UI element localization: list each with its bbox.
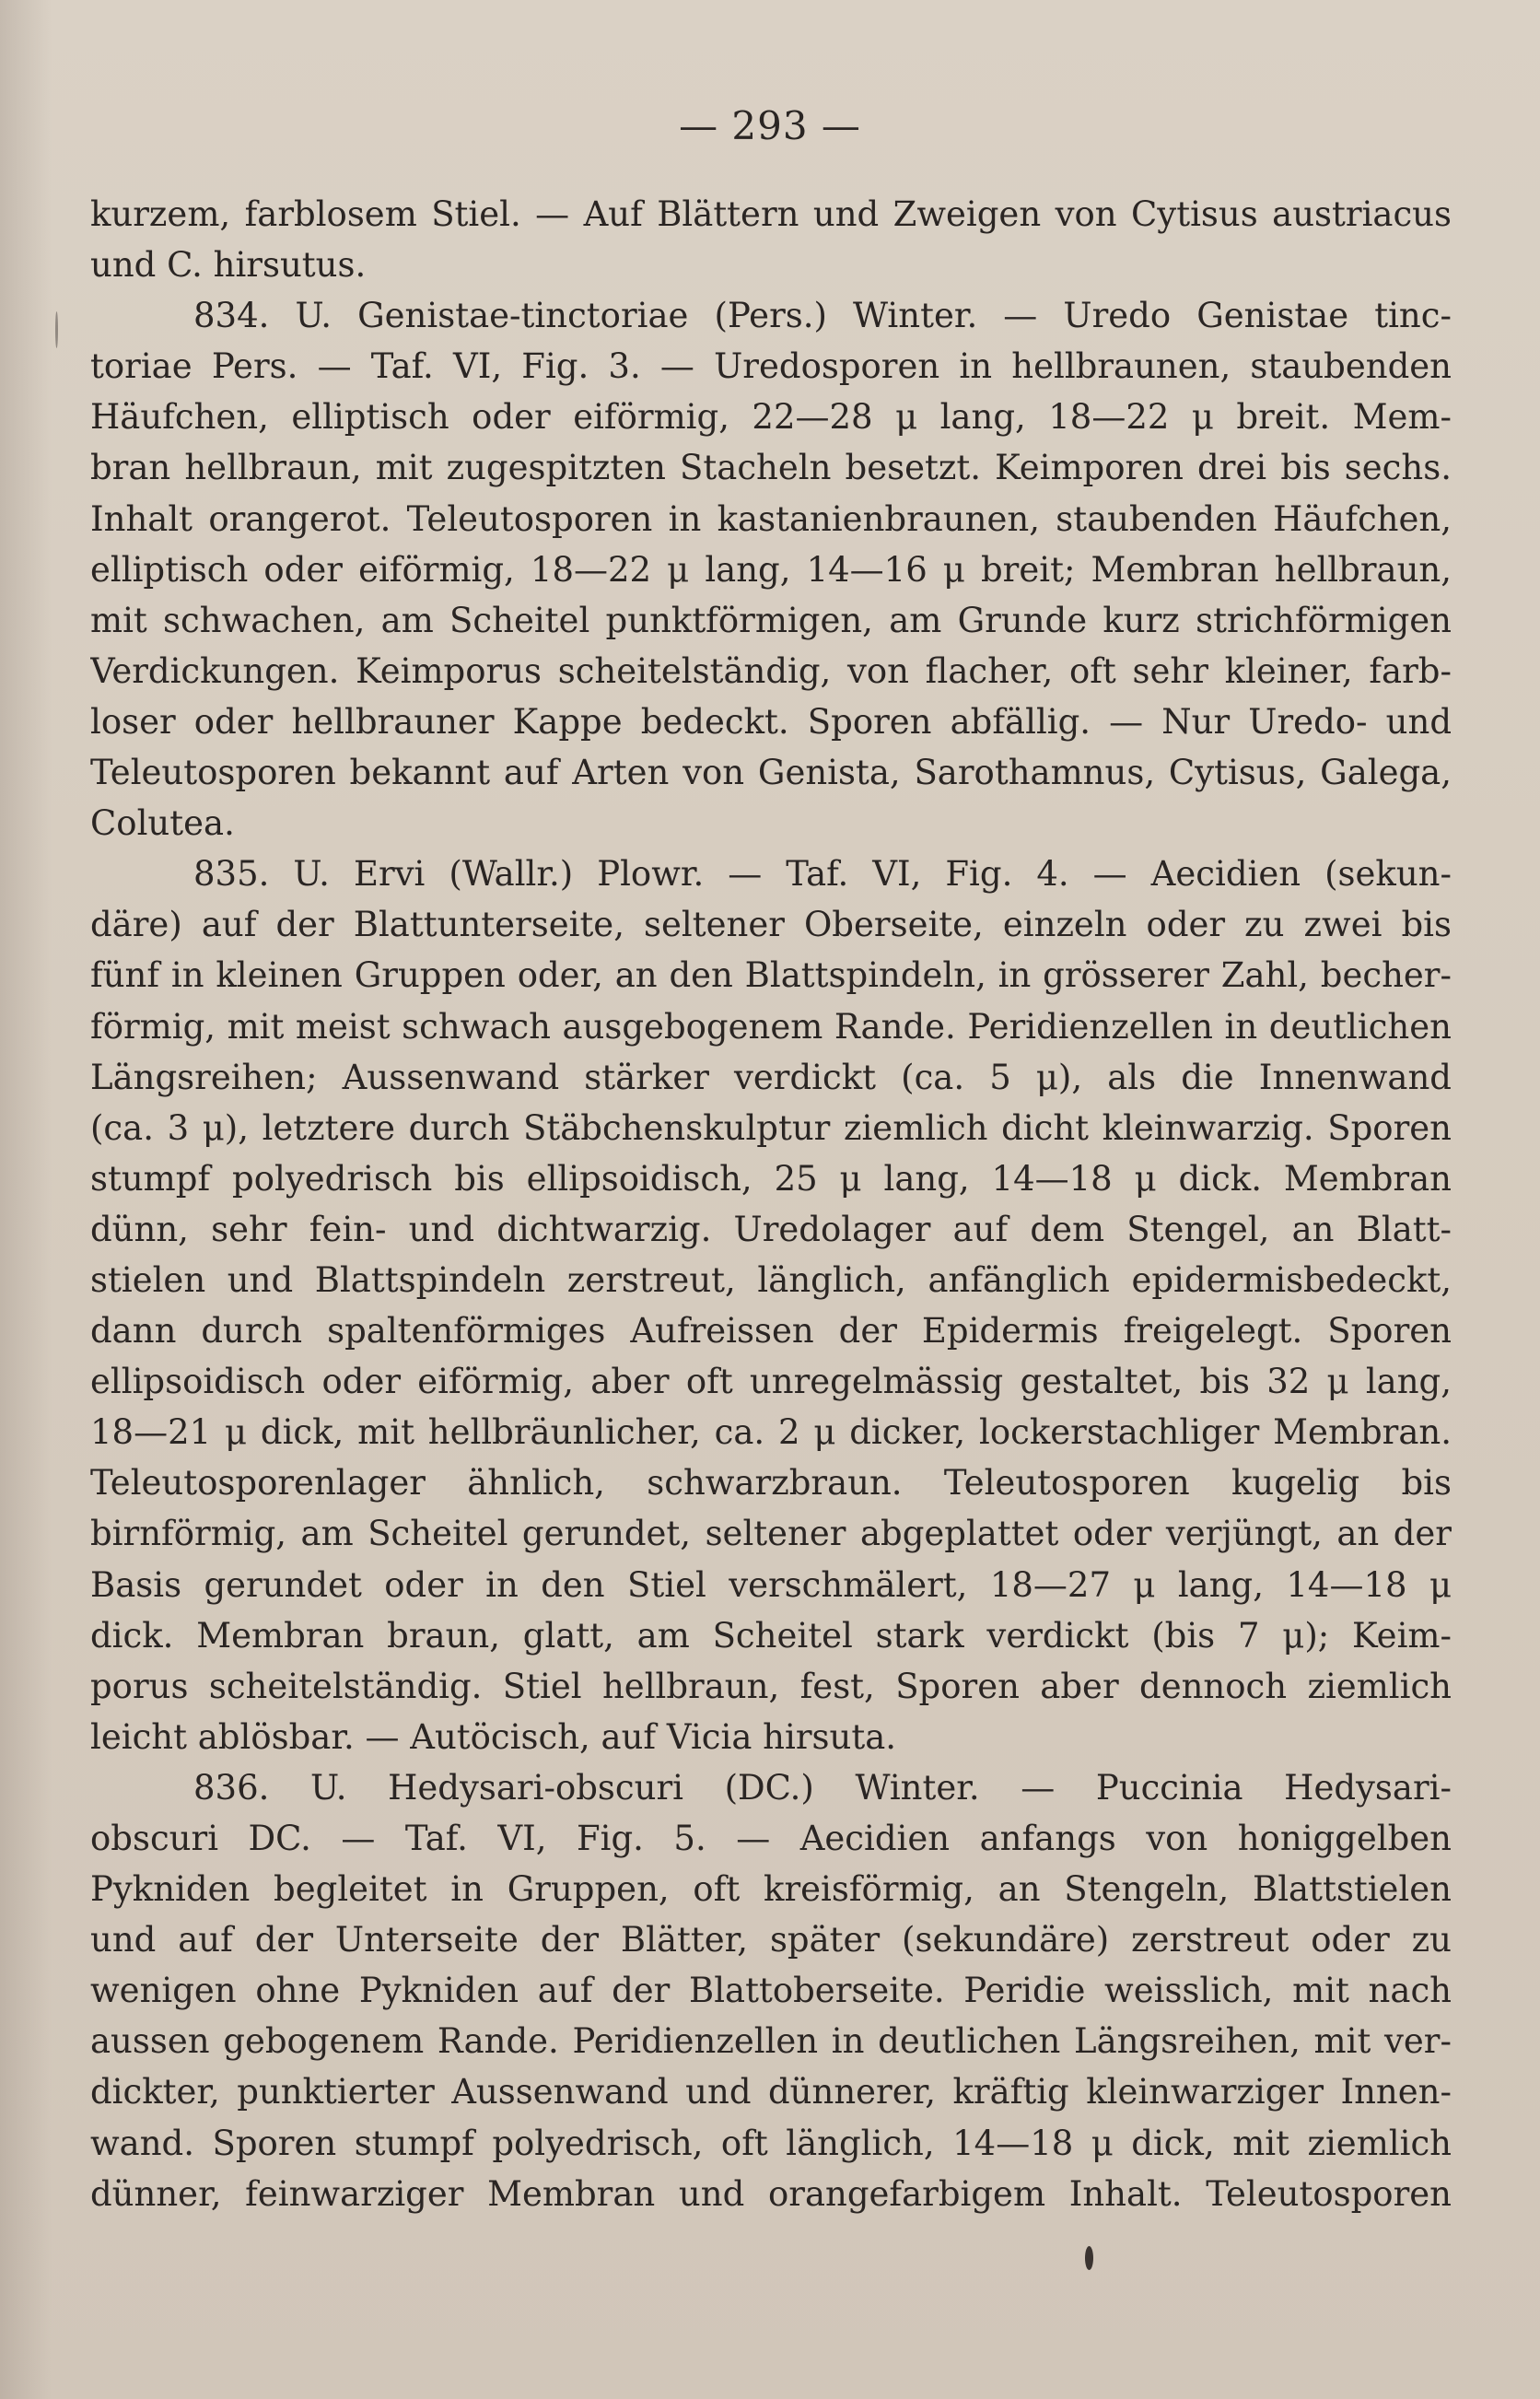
text-line: dünner, feinwarziger Membran und orangefarbigem Inhalt. Teleutosporen xyxy=(90,2173,1452,2214)
text-line: förmig, mit meist schwach ausgebogenem Rande. Peridienzellen in deutlichen xyxy=(90,1006,1452,1047)
text-line: Inhalt orangerot. Teleutosporen in kastanienbraunen, staubenden Häufchen, xyxy=(90,498,1452,539)
text-line: leicht ablösbar. — Autöcisch, auf Vicia hirsuta. xyxy=(90,1716,897,1757)
text-line: mit schwachen, am Scheitel punktförmigen, am Grunde kurz strichförmigen xyxy=(90,600,1452,640)
text-line: 835. U. Ervi (Wallr.) Plowr. — Taf. VI, Fig. 4. — Aecidien (sekun- xyxy=(193,854,1452,895)
text-line: elliptisch oder eiförmig, 18—22 μ lang, 14—16 μ breit; Membran hellbraun, xyxy=(90,549,1452,590)
text-line: Colutea. xyxy=(90,803,235,844)
text-line: obscuri DC. — Taf. VI, Fig. 5. — Aecidien anfangs von honiggelben xyxy=(90,1819,1452,1858)
text-line: dünn, sehr fein- und dichtwarzig. Uredolager auf dem Stengel, an Blatt- xyxy=(90,1209,1452,1249)
text-line: (ca. 3 μ), letztere durch Stäbchenskulptur ziemlich dicht kleinwarzig. Sporen xyxy=(90,1107,1452,1148)
text-line: 836. U. Hedysari-obscuri (DC.) Winter. — Puccinia Hedysari- xyxy=(193,1767,1452,1808)
text-line: stielen und Blattspindeln zerstreut, länglich, anfänglich epidermisbedeckt, xyxy=(90,1259,1452,1300)
text-line: stumpf polyedrisch bis ellipsoidisch, 25 μ lang, 14—18 μ dick. Membran xyxy=(90,1158,1452,1199)
page-number: — 293 — xyxy=(679,103,861,148)
text-line: däre) auf der Blattunterseite, seltener Oberseite, einzeln oder zu zwei bis xyxy=(90,905,1452,945)
body-text xyxy=(90,189,1452,2219)
text-line: und C. hirsutus. xyxy=(90,245,367,286)
text-line: ellipsoidisch oder eiförmig, aber oft unregelmässig gestaltet, bis 32 μ lang, xyxy=(90,1362,1452,1402)
text-line: aussen gebogenem Rande. Peridienzellen in deutlichen Längsreihen, mit ver- xyxy=(90,2021,1452,2062)
text-line: Teleutosporen bekannt auf Arten von Genista, Sarothamnus, Cytisus, Galega, xyxy=(90,753,1452,793)
ink-speck xyxy=(55,311,58,348)
text-line: wenigen ohne Pykniden auf der Blattoberseite. Peridie weisslich, mit nach xyxy=(90,1971,1452,2011)
text-line: Häufchen, elliptisch oder eiförmig, 22—28 μ lang, 18—22 μ breit. Mem- xyxy=(90,397,1452,438)
text-line: 834. U. Genistae-tinctoriae (Pers.) Winter. — Uredo Genistae tinc- xyxy=(193,296,1452,336)
text-line: bran hellbraun, mit zugespitzten Stacheln besetzt. Keimporen drei bis sechs. xyxy=(90,448,1452,488)
text-line: toriae Pers. — Taf. VI, Fig. 3. — Uredosporen in hellbraunen, staubenden xyxy=(90,346,1452,387)
text-line: kurzem, farblosem Stiel. — Auf Blättern und Zweigen von Cytisus austriacus xyxy=(90,194,1452,234)
text-line: porus scheitelständig. Stiel hellbraun, fest, Sporen aber dennoch ziemlich xyxy=(90,1666,1452,1706)
text-line: 18—21 μ dick, mit hellbräunlicher, ca. 2 μ dicker, lockerstachliger Membran. xyxy=(90,1412,1452,1453)
text-line: loser oder hellbrauner Kappe bedeckt. Sporen abfällig. — Nur Uredo- und xyxy=(90,701,1452,742)
text-line: Basis gerundet oder in den Stiel verschmälert, 18—27 μ lang, 14—18 μ xyxy=(90,1564,1452,1605)
ink-speck xyxy=(1085,2246,1093,2270)
text-line: Pykniden begleitet in Gruppen, oft kreisförmig, an Stengeln, Blattstielen xyxy=(90,1869,1452,1910)
text-line: birnförmig, am Scheitel gerundet, seltener abgeplattet oder verjüngt, an der xyxy=(90,1514,1452,1554)
text-line: Längsreihen; Aussenwand stärker verdickt (ca. 5 μ), als die Innenwand xyxy=(90,1057,1452,1097)
page-edge-shadow xyxy=(0,0,52,2399)
text-line: dann durch spaltenförmiges Aufreissen der Epidermis freigelegt. Sporen xyxy=(90,1311,1452,1352)
text-line: und auf der Unterseite der Blätter, später (sekundäre) zerstreut oder zu xyxy=(90,1920,1452,1960)
text-line: Verdickungen. Keimporus scheitelständig, von flacher, oft sehr kleiner, farb- xyxy=(90,650,1452,691)
text-line: Teleutosporenlager ähnlich, schwarzbraun. Teleutosporen kugelig bis xyxy=(90,1463,1452,1504)
text-line: dick. Membran braun, glatt, am Scheitel stark verdickt (bis 7 μ); Keim- xyxy=(90,1615,1452,1656)
text-line: wand. Sporen stumpf polyedrisch, oft länglich, 14—18 μ dick, mit ziemlich xyxy=(90,2123,1452,2163)
text-line: dickter, punktierter Aussenwand und dünnerer, kräftig kleinwarziger Innen- xyxy=(90,2072,1452,2112)
text-line: fünf in kleinen Gruppen oder, an den Blattspindeln, in grösserer Zahl, becher- xyxy=(90,955,1452,996)
